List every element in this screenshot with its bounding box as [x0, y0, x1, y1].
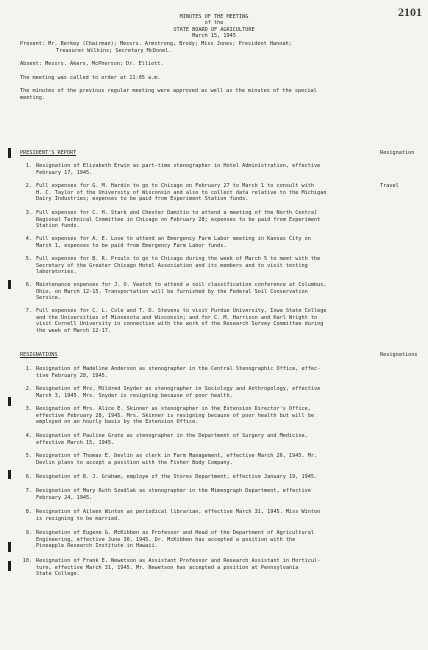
item-line: State College. [36, 571, 80, 578]
item-number: 9. [25, 530, 32, 536]
item-line: Regional Technical Committee in Chicago on February 28; expenses to be paid from Experiment [36, 216, 321, 223]
heading-line-2: of the [204, 20, 224, 27]
item-line: is resigning to be married. [36, 515, 121, 522]
margin-note-resignations: Resignations [380, 352, 418, 358]
item-line: employed on an hourly basis by the Extension Office. [36, 419, 199, 426]
margin-mark [8, 542, 11, 552]
item-line: Full expenses for C. L. Cole and T. D. Stevens to visit Purdue University, Iowa State College [36, 308, 327, 314]
item-line: Resignation of Mary Ruth Szedlak as stenographer in the Mimeograph Department, effective [36, 488, 311, 494]
item-line: Resignation of Thomas E. Devlin as clerk in Farm Management, effective March 26, 1945. Mr. [36, 453, 318, 459]
item-line: Engineering, effective June 30, 1945. Dr. McKibben has accepted a position with the [36, 536, 296, 543]
margin-mark [8, 561, 11, 571]
item-number: 10. [22, 558, 32, 564]
resignations-title: RESIGNATIONS [20, 352, 58, 358]
item-line: Station funds. [36, 223, 80, 230]
page-number: 2101 [398, 5, 422, 19]
margin-mark [8, 148, 11, 158]
item-line: Resignation of Frank E. Newetson as Assistant Professor and Research Assistant in Horticul- [36, 558, 321, 564]
item-line: Dairy Industries; expenses to be paid from Experiment Station funds. [36, 196, 249, 203]
item-number: 3. [25, 406, 32, 412]
item-line: ture, effective March 31, 1945. Mr. Newetson has accepted a position at Pennsylvania [36, 564, 299, 571]
item-line: Resignation of Pauline Grate as stenographer in the Department of Surgery and Medicine, [36, 433, 308, 439]
item-line: laboratories. [36, 269, 77, 276]
margin-note-resignation: Resignation [380, 150, 415, 156]
item-number: 1. [25, 366, 32, 372]
item-line: Secretary of the Greater Chicago Hotel Association and its members and to visit testing [36, 262, 308, 269]
item-line: Resignation of B. J. Graham, employe of the Stores Department, effective January 19, 1945. [36, 474, 318, 480]
item-number: 7. [25, 308, 32, 314]
item-line: March 3, 1945. Mrs. Snyder is resigning because of poor health. [36, 392, 233, 399]
item-line: the week of March 12-17. [36, 327, 111, 334]
item-number: 6. [25, 474, 32, 480]
item-line: Resignation of Mrs. Alice E. Skinner as stenographer in the Extension Director's Office, [36, 406, 311, 412]
presidents-report-title: PRESIDENT'S REPORT [20, 150, 77, 156]
heading-line-4: March 15, 1945 [192, 32, 236, 39]
margin-mark [8, 397, 11, 406]
item-line: Full expenses for B. R. Proulx to go to Chicago during the week of March 5 to meet with the [36, 256, 321, 262]
item-line: and the Universities of Minnesota and Wisconsin; and for C. M. Harrison and Karl Wright to [36, 314, 318, 321]
item-number: 4. [25, 236, 32, 242]
approval-line-2: meeting. [20, 94, 45, 101]
item-line: Maintenance expenses for J. O. Veatch to attend a soil classification conference at Columbus, [36, 282, 327, 288]
item-number: 8. [25, 509, 32, 515]
item-line: Service. [36, 295, 61, 302]
item-line: Resignation of Elizabeth Erwin as part-time stenographer in Hotel Administration, effective [36, 163, 321, 169]
item-line: visit Cornell University in connection with the work of the Research Survey Committee during [36, 321, 324, 328]
item-number: 3. [25, 210, 32, 216]
item-number: 7. [25, 488, 32, 494]
item-line: tive February 28, 1945. [36, 372, 108, 379]
document-heading [0, 14, 428, 39]
margin-mark [8, 280, 11, 289]
item-line: Full expenses for A. E. Love to attend an Emergency Farm Labor meeting in Kansas City on [36, 236, 311, 242]
item-number: 5. [25, 453, 32, 459]
item-line: February 24, 1945. [36, 494, 93, 501]
item-line: Full expenses for C. H. Stark and Chester Damitio to attend a meeting of the North Central [36, 210, 318, 216]
called-to-order: The meeting was called to order at 11:05 a.m. [20, 75, 161, 81]
item-line: effective February 28, 1945. Mrs. Skinner is resigning because of poor health but will be [36, 412, 314, 419]
item-line: Ohio, on March 12-15. Transportation will be furnished by the Federal Soil Conservation [36, 288, 308, 295]
item-line: March 1, expenses to be paid from Emergency Farm Labor funds. [36, 242, 227, 249]
margin-note-travel: Travel [380, 183, 399, 189]
item-line: Resignation of Madeline Anderson as stenographer in the Central Stenographic Office, effec- [36, 366, 321, 372]
item-line: effective March 15, 1945. [36, 439, 115, 446]
heading-line-1: MINUTES OF THE MEETING [179, 14, 249, 20]
item-number: 6. [25, 282, 32, 288]
item-line: February 17, 1945. [36, 169, 93, 176]
item-line: Resignation of Aileen Winton as periodical librarian, effective March 31, 1945. Miss Winton [36, 509, 321, 515]
absent-line: Absent: Messrs. Akers, McPherson; Dr. Elliott. [20, 61, 164, 67]
item-number: 4. [25, 433, 32, 439]
item-line: Resignation of Eugene G. McKibben as Professor and Head of the Department of Agricultural [36, 530, 314, 536]
present-line-1: Present: Mr. Berkey (Chairman); Messrs. Armstrong, Brody; Miss Jones; President Hannah; [20, 41, 292, 47]
item-line: H. C. Taylor of the University of Wisconsin and also to collect data relative to the Michigan [36, 189, 327, 196]
item-line: Full expenses for G. M. Hardin to go to Chicago on February 27 to March 1 to consult with [36, 183, 314, 189]
approval-line-1: The minutes of the previous regular meeting were approved as well as the minutes of the special [20, 88, 317, 94]
present-line-2: Treasurer Wilkins; Secretary McDonel. [56, 47, 172, 54]
item-line: Devlin plans to accept a position with the Fisher Body Company. [36, 459, 233, 466]
item-line: Resignation of Mrs. Mildred Snyder as stenographer in Sociology and Anthropology, effective [36, 386, 321, 392]
item-number: 2. [25, 386, 32, 392]
item-number: 5. [25, 256, 32, 262]
margin-mark [8, 470, 11, 479]
item-line: Pineapple Research Institute in Hawaii. [36, 543, 158, 550]
item-number: 2. [25, 183, 32, 189]
item-number: 1. [25, 163, 32, 169]
heading-line-3: STATE BOARD OF AGRICULTURE [173, 26, 255, 33]
